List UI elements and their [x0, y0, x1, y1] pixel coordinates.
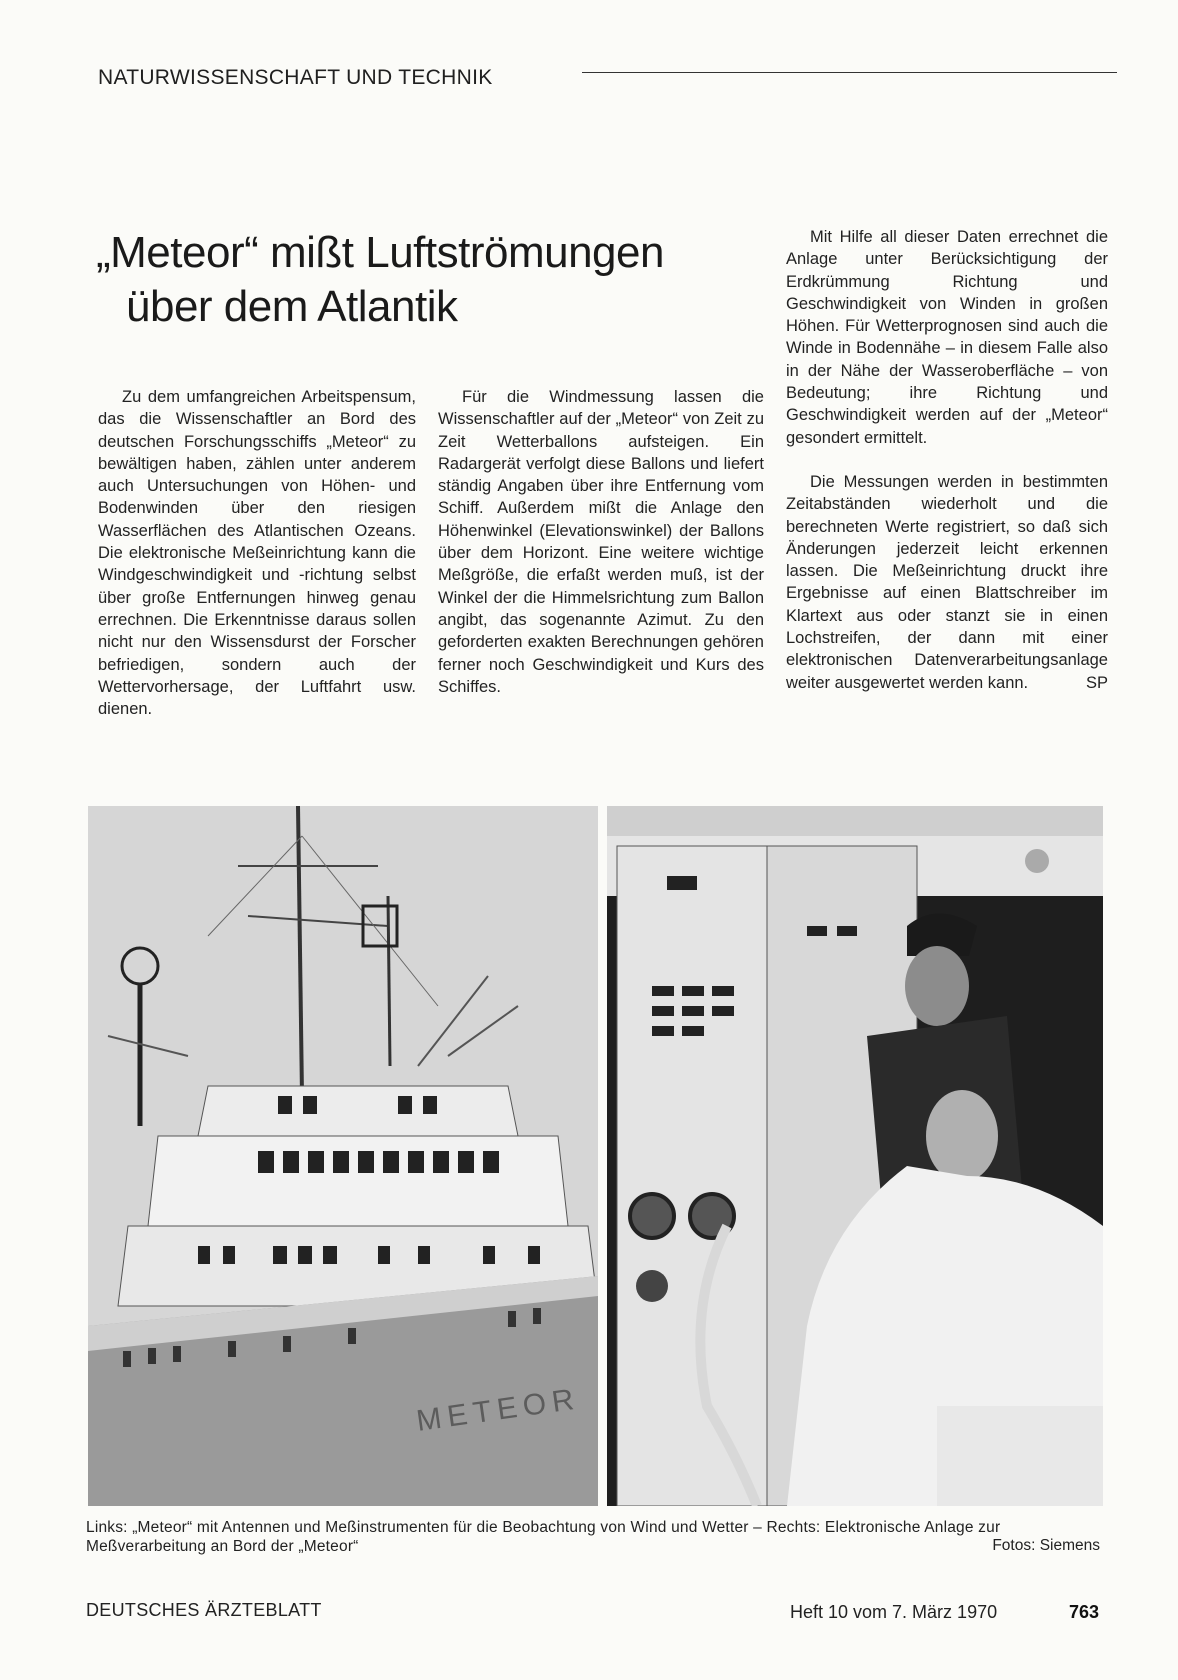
article-column-2	[438, 386, 764, 698]
column-3-paragraph-2-text: Die Messungen werden in bestimmten Zeitabständen wiederholt und die berechneten Werte registriert, so daß sich Änderungen jederzeit leicht erkennen lassen. Die Meßeinrichtung druckt ihre Ergebnisse auf einen Blattschreiber im Klartext aus oder stanzt sie in einen Lochstreifen, der dann mit einer elektronischen Datenverarbeitungsanlage weiter ausgewertet werden kann.	[786, 472, 1108, 692]
equipment-photo	[607, 806, 1103, 1506]
column-3-paragraph-1: Mit Hilfe all dieser Daten errechnet die Anlage unter Berücksichtigung der Erdkrümmung Richtung und Geschwindigkeit von Winden in großen Höhen. Für Wetterprognosen sind auch die Winde in Bodennähe – in diesem Falle also in der Nähe der Wasseroberfläche – von Bedeutung; ihre Richtung und Geschwindigkeit werden auf der „Meteor“ gesondert ermittelt.	[786, 228, 1108, 447]
column-1-paragraph: Zu dem umfangreichen Arbeitspensum, das die Wissenschaftler an Bord des deutschen Forschungsschiffs „Meteor“ zu bewältigen haben, zählen unter anderem auch Untersuchungen von Höhen- und Bodenwinden über den riesigen Wasserflächen des Atlantischen Ozeans. Die elektronische Meßeinrichtung kann die Windgeschwindigkeit und -richtung selbst über große Entfernungen hinweg genau errechnen. Die Erkenntnisse daraus sollen nicht nur den Wissensdurst der Forscher befriedigen, sondern auch der Wettervorhersage, der Luftfahrt usw. dienen.	[98, 388, 416, 719]
article-column-1	[98, 386, 416, 720]
section-heading: NATURWISSENSCHAFT UND TECHNIK	[98, 66, 493, 89]
column-3-paragraph-2	[786, 471, 1108, 694]
page-number: 763	[1069, 1602, 1100, 1622]
title-line-2: über dem Atlantik	[126, 282, 458, 331]
equipment-illustration	[607, 806, 1103, 1506]
photo-caption: Links: „Meteor“ mit Antennen und Meßinstrumenten für die Beobachtung von Wind und Wetter – Rechts: Elektronische Anlage zur Meßverarbeitung an Bord der „Meteor“	[86, 1519, 1001, 1555]
author-signature: SP	[1085, 673, 1108, 692]
title-line-1: „Meteor“ mißt Luftströmungen	[96, 228, 664, 277]
ship-illustration	[88, 806, 598, 1506]
column-2-paragraph: Für die Windmessung lassen die Wissenschaftler auf der „Meteor“ von Zeit zu Zeit Wetterballons aufsteigen. Ein Radargerät verfolgt diese Ballons und liefert ständig Angaben über ihre Entfernung vom Schiff. Außerdem mißt die Anlage den Höhenwinkel (Elevationswinkel) der Ballons über dem Horizont. Eine weitere wichtige Meßgröße, die erfaßt werden muß, ist der Winkel der die Himmelsrichtung zum Ballon angibt, das sogenannte Azimut. Zu den geforderten exakten Berechnungen gehören ferner noch Geschwindigkeit und Kurs des Schiffes.	[438, 388, 764, 696]
article-title	[96, 226, 664, 334]
section-rule	[582, 72, 1117, 73]
photo-credit: Fotos: Siemens	[992, 1537, 1100, 1554]
journal-name: DEUTSCHES ÄRZTEBLATT	[86, 1600, 322, 1620]
article-column-3	[786, 226, 1108, 694]
issue-info: Heft 10 vom 7. März 1970	[790, 1602, 998, 1622]
ship-hull-lettering: METEOR	[414, 1382, 582, 1438]
ship-photo	[88, 806, 598, 1506]
